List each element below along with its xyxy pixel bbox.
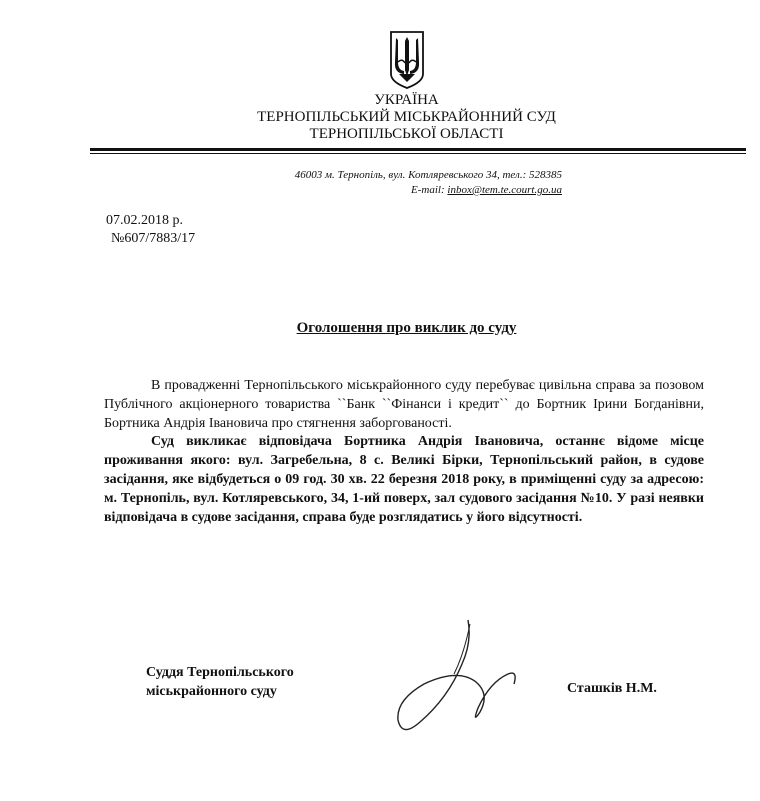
header-divider-thin <box>90 153 746 154</box>
signature <box>380 612 530 747</box>
notice-title: Оголошення про виклик до суду <box>296 320 517 336</box>
court-heading: ТЕРНОПІЛЬСЬКИЙ МІСЬКРАЙОННИЙ СУД <box>257 109 556 125</box>
region-heading: ТЕРНОПІЛЬСЬКОЇ ОБЛАСТІ <box>309 126 504 142</box>
country-heading: УКРАЇНА <box>374 92 439 108</box>
header-divider-thick <box>90 148 746 151</box>
paragraph-summons: Суд викликає відповідача Бортника Андрія Івановича, останнє відоме місце проживання якого: вул. Загребельна, 8 с. Великі Бірки, Тернопільський район, в судове засідання, яке відбудеться о 09 год. 30 хв. 22 березня 2018 року, в приміщенні суду за адресою: м. Тернопіль, вул. Котляревського, 34, 1-ий поверх, зал судового засідання №10. У разі неявки відповідача в судове засідання, справа буде розглядатись у його відсутності. <box>104 434 704 525</box>
paragraph-case-description: В провадженні Тернопільського міськрайонного суду перебуває цивільна справа за позовом Публічного акціонерного товариства ``Банк ``Фінанси і кредит`` до Бортник Ірини Богданівни, Бортника Андрія Івановича про стягнення заборгованості. <box>104 378 704 431</box>
case-number: №607/7883/17 <box>111 231 196 246</box>
judge-title-line2: міськрайонного суду <box>146 684 277 699</box>
court-address: 46003 м. Тернопіль, вул. Котляревського 34, тел.: 528385 <box>294 169 562 181</box>
judge-title-line1: Суддя Тернопільського <box>146 665 294 680</box>
court-email-line <box>411 183 562 197</box>
judge-name: Сташків Н.М. <box>567 681 657 696</box>
email-link[interactable]: inbox@tem.te.court.go.ua <box>447 184 562 196</box>
tryzub-emblem-icon <box>388 30 426 90</box>
judge-title <box>146 663 294 701</box>
document-date: 07.02.2018 р. <box>106 213 183 228</box>
email-label: E-mail: <box>411 184 445 196</box>
